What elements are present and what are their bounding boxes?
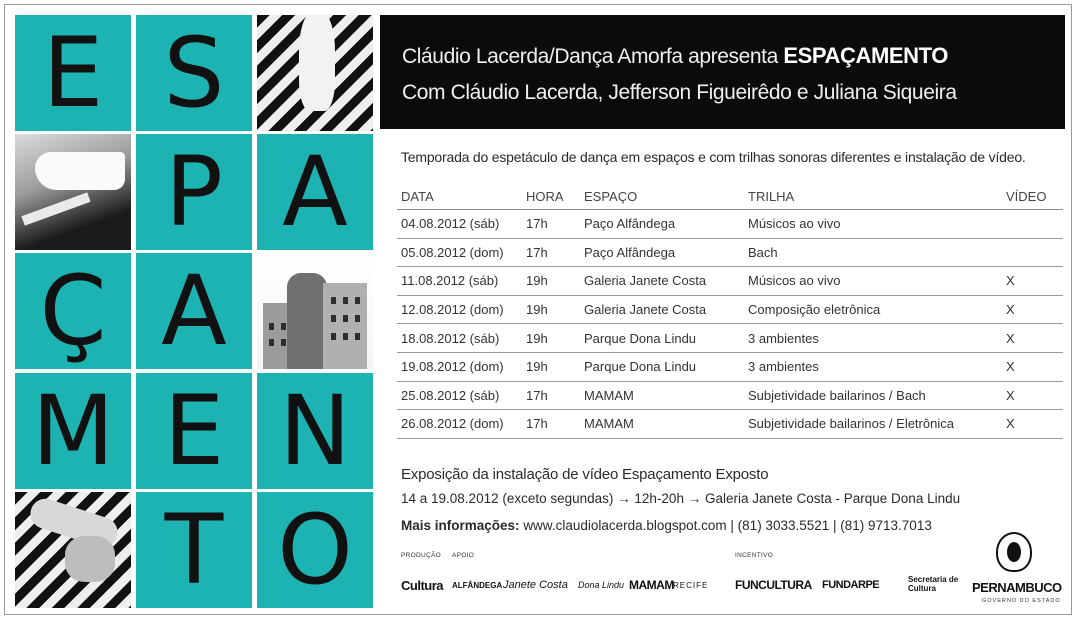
cell-time: 17h (522, 238, 580, 267)
cell-venue: Parque Dona Lindu (580, 352, 744, 381)
secretaria-cultura-logo: Secretaria de Cultura (908, 575, 959, 593)
letter-tile-n: N (257, 373, 373, 489)
cell-time: 19h (522, 324, 580, 353)
cell-time: 17h (522, 210, 580, 239)
presenter-text: Cláudio Lacerda/Dança Amorfa apresenta (402, 45, 778, 68)
col-header-hora: HORA (522, 183, 580, 210)
table-row (397, 352, 1063, 381)
col-header-espaco: ESPAÇO (580, 183, 744, 210)
cell-soundtrack: Subjetividade bailarinos / Bach (744, 381, 1002, 410)
cell-date: 04.08.2012 (sáb) (397, 210, 522, 239)
exhibition-details: 14 a 19.08.2012 (exceto segundas) → 12h-20h → Galeria Janete Costa - Parque Dona Lindu (401, 491, 961, 506)
cell-date: 12.08.2012 (dom) (397, 295, 522, 324)
cell-soundtrack: Composição eletrônica (744, 295, 1002, 324)
letter-tile-a: A (257, 134, 373, 250)
table-row (397, 324, 1063, 353)
dancer-photo-floor (15, 134, 131, 250)
cell-soundtrack: 3 ambientes (744, 352, 1002, 381)
table-row (397, 410, 1063, 439)
alfandega-logo: ALFÂNDEGA (452, 580, 503, 590)
cell-date: 05.08.2012 (dom) (397, 238, 522, 267)
intro-text: Temporada do espetáculo de dança em espaços e com trilhas sonoras diferentes e instalação de vídeo. (401, 149, 1026, 165)
letter-tile-a2: A (136, 253, 252, 369)
table-row (397, 381, 1063, 410)
cell-video (1002, 210, 1063, 239)
producao-label: PRODUÇÃO (401, 552, 441, 559)
table-row (397, 238, 1063, 267)
table-row (397, 267, 1063, 296)
cell-soundtrack: 3 ambientes (744, 324, 1002, 353)
cell-video: X (1002, 410, 1063, 439)
mamam-logo: MAMAM (629, 578, 674, 592)
pernambuco-crest-icon (996, 532, 1032, 572)
cell-soundtrack: Subjetividade bailarinos / Eletrônica (744, 410, 1002, 439)
table-row (397, 295, 1063, 324)
show-title: ESPAÇAMENTO (783, 43, 949, 68)
letter-tile-m: M (15, 373, 131, 489)
letter-tile-s: S (136, 15, 252, 131)
cell-venue: Paço Alfândega (580, 210, 744, 239)
more-info (401, 518, 932, 533)
col-header-trilha: TRILHA (744, 183, 1002, 210)
letter-tile-c-cedilla: Ç (15, 253, 131, 369)
pernambuco-logo: PERNAMBUCO (972, 579, 1062, 595)
cell-time: 17h (522, 410, 580, 439)
fundarpe-logo: FUNDARPE (822, 579, 880, 591)
funcultura-logo: FUNCULTURA (735, 578, 812, 592)
more-info-text: www.claudiolacerda.blogspot.com | (81) 3033.5521 | (81) 9713.7013 (523, 518, 932, 533)
incentivo-label: INCENTIVO (735, 552, 774, 559)
cell-time: 19h (522, 352, 580, 381)
cell-venue: MAMAM (580, 381, 744, 410)
table-header-row (397, 183, 1063, 210)
building-photo (257, 253, 373, 369)
cell-date: 26.08.2012 (dom) (397, 410, 522, 439)
cell-date: 19.08.2012 (dom) (397, 352, 522, 381)
cell-soundtrack: Músicos ao vivo (744, 267, 1002, 296)
cell-video: X (1002, 352, 1063, 381)
pernambuco-subtitle: GOVERNO DO ESTADO (982, 598, 1061, 604)
cell-venue: Galeria Janete Costa (580, 267, 744, 296)
more-info-label: Mais informações: (401, 518, 520, 533)
dancer-photo-legs (257, 15, 373, 131)
cell-video: X (1002, 381, 1063, 410)
cell-date: 11.08.2012 (sáb) (397, 267, 522, 296)
col-header-video: VÍDEO (1002, 183, 1063, 210)
letter-tile-e: E (15, 15, 131, 131)
cell-soundtrack: Músicos ao vivo (744, 210, 1002, 239)
title-banner (380, 15, 1065, 129)
letter-tile-e2: E (136, 373, 252, 489)
cell-venue: Galeria Janete Costa (580, 295, 744, 324)
schedule-table (397, 183, 1063, 439)
cell-venue: Paço Alfândega (580, 238, 744, 267)
cell-video: X (1002, 324, 1063, 353)
dona-lindu-logo: Dona Lindu (578, 580, 625, 590)
cell-date: 18.08.2012 (sáb) (397, 324, 522, 353)
janete-costa-logo: Janete Costa (503, 579, 568, 591)
letter-tile-t: T (136, 492, 252, 608)
dancer-photo-stripes (15, 492, 131, 608)
cell-venue: Parque Dona Lindu (580, 324, 744, 353)
cell-time: 17h (522, 381, 580, 410)
cast-line: Com Cláudio Lacerda, Jefferson Figueirêdo e Juliana Siqueira (402, 81, 957, 104)
cell-time: 19h (522, 267, 580, 296)
exhibition-title: Exposição da instalação de vídeo Espaçamento Exposto (401, 466, 769, 483)
cell-time: 19h (522, 295, 580, 324)
cell-video: X (1002, 267, 1063, 296)
col-header-data: DATA (397, 183, 522, 210)
cell-date: 25.08.2012 (sáb) (397, 381, 522, 410)
cell-video: X (1002, 295, 1063, 324)
title-line-1 (402, 43, 948, 69)
cultura-logo: Cultura (401, 577, 443, 593)
recife-logo: RECIFE (673, 580, 709, 590)
table-row (397, 210, 1063, 239)
letter-tile-o: O (257, 492, 373, 608)
letter-tile-p: P (136, 134, 252, 250)
cell-video (1002, 238, 1063, 267)
cell-venue: MAMAM (580, 410, 744, 439)
cell-soundtrack: Bach (744, 238, 1002, 267)
apoio-label: APOIO (452, 552, 475, 559)
